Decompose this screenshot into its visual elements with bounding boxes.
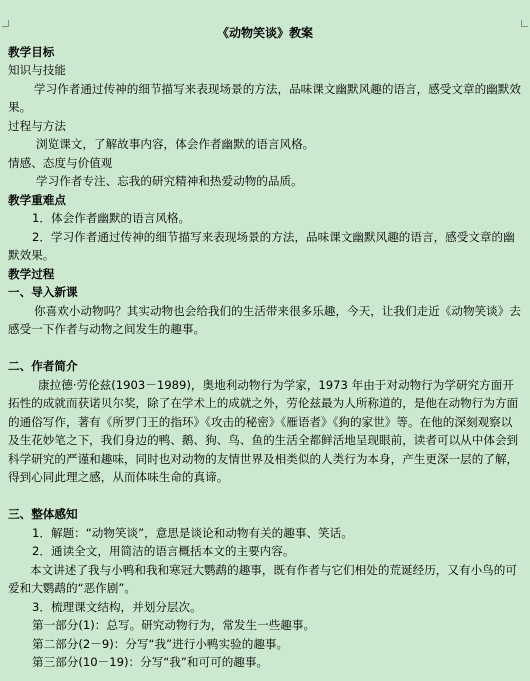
section3-item-1: 1．解题：“动物笑谈”，意思是谈论和动物有关的趣事、笑话。 xyxy=(32,525,353,540)
section3-heading: 三、整体感知 xyxy=(8,507,78,521)
spacer xyxy=(8,487,522,506)
emotion-text: 学习作者专注、忘我的研究精神和热爱动物的品质。 xyxy=(36,174,303,188)
structure-part-3: 第三部分(10－19)：分写“我”和可可的趣事。 xyxy=(32,655,269,669)
document-page xyxy=(8,24,522,672)
knowledge-heading: 知识与技能 xyxy=(8,63,66,77)
objectives-heading: 教学目标 xyxy=(8,44,55,59)
page-corner-mark-right xyxy=(521,20,528,27)
document-title: 《动物笑谈》教案 xyxy=(216,26,313,40)
section1-text: 你喜欢小动物吗？其实动物也会给我们的生活带来很多乐趣，今天，让我们走近《动物笑谈》去感受一下作者与动物之间发生的趣事。 xyxy=(8,303,521,336)
spacer xyxy=(8,339,522,358)
section3-item-3: 3．梳理课文结构，并划分层次。 xyxy=(32,599,202,614)
section3-summary: 本文讲述了我与小鸭和我和寒冠大鹦鹉的趣事，既有作者与它们相处的荒诞经历，又有小鸟的可爱和大鹦鹉的“恶作剧”。 xyxy=(8,562,517,595)
teaching-process-heading: 教学过程 xyxy=(8,266,55,281)
section2-heading: 二、作者简介 xyxy=(8,359,78,373)
section2-text: 康拉德·劳伦兹(1903－1989)，奥地利动物行为学家，1973 年由于对动物行为学研究方面开拓性的成就而获诺贝尔奖，除了在学术上的成就之外，劳伦兹最为人所称道的，是他在动物行为方面的通俗写作，著有《所罗门王的指环》《攻击的秘密》《雁语者》《狗的家世》等。在他的深刻观察以及生花妙笔之下，我们身边的鸭、鹅、狗、鸟、鱼的生活全都鲜活地呈现眼前，读者可以从中体会到科学研究的严谨和趣味，同时也对动物的友情世界及相类似的人类行为本身，产生更深一层的了解，得到心同此理之感，从而体味生命的真谛。 xyxy=(8,377,519,484)
section3-item-2: 2．通读全文，用简洁的语言概括本文的主要内容。 xyxy=(32,544,295,558)
key-point-2: 2．学习作者通过传神的细节描写来表现场景的方法，品味课文幽默风趣的语言，感受文章的幽默效果。 xyxy=(8,229,515,262)
process-method-text: 浏览课文，了解故事内容，体会作者幽默的语言风格。 xyxy=(36,137,315,151)
structure-part-2: 第二部分(2－9)：分写“我”进行小鸭实验的趣事。 xyxy=(32,636,289,651)
process-method-heading: 过程与方法 xyxy=(8,118,66,133)
emotion-heading: 情感、态度与价值观 xyxy=(8,155,113,170)
knowledge-text: 学习作者通过传神的细节描写来表现场景的方法，品味课文幽默风趣的语言，感受文章的幽默效果。 xyxy=(8,81,521,114)
key-point-1: 1．体会作者幽默的语言风格。 xyxy=(32,211,191,225)
section1-heading: 一、导入新课 xyxy=(8,285,78,299)
structure-part-1: 第一部分(1)：总写。研究动物行为，常发生一些趣事。 xyxy=(32,618,316,632)
key-points-heading: 教学重难点 xyxy=(8,192,66,207)
